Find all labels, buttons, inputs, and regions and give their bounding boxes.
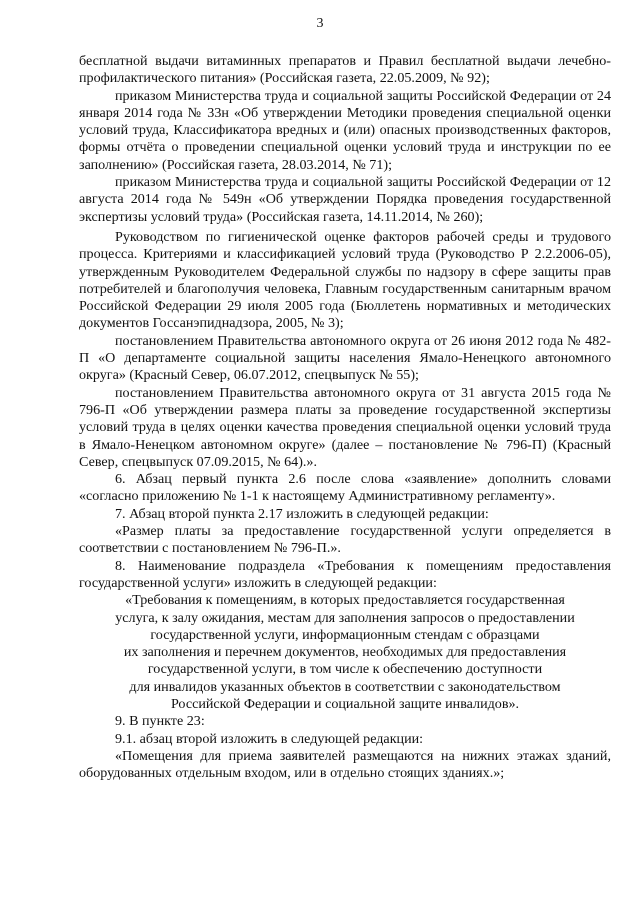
paragraph: приказом Министерства труда и социальной защиты Российской Федерации от 24 января 2014 года № 33н «Об утверждении Методики проведения специальной оценки условий труда, Классификатора вредных и (или) опасных производственных факторов, формы отчёта о проведении специальной оценки условий труда и инструкции по ее заполнению» (Российская газета, 28.03.2014, № 71); — [79, 87, 611, 173]
paragraph: 8. Наименование подраздела «Требования к помещениям предоставления государственной услуги» изложить в следующей редакции: — [79, 557, 611, 591]
paragraph: Руководством по гигиенической оценке факторов рабочей среды и трудового процесса. Критериями и классификацией условий труда (Руководство Р 2.2.2006-05), утвержденным Руководителем Федеральной службы по надзору в сфере защиты прав потребителей и благополучия человека, Главным государственным санитарным врачом Российской Федерации 29 июля 2005 года (Бюллетень нормативных и методических документов Госсанэпиднадзора, 2005, № 3); — [79, 228, 611, 332]
centered-line: их заполнения и перечнем документов, необходимых для предоставления — [123, 644, 567, 661]
centered-line: государственной услуги, информационным стендам с образцами — [150, 626, 540, 643]
paragraph: 7. Абзац второй пункта 2.17 изложить в следующей редакции: — [115, 505, 489, 522]
document-body — [79, 53, 611, 782]
paragraph: «Помещения для приема заявителей размещаются на нижних этажах зданий, оборудованных отдельным входом, или в отдельно стоящих зданиях.»; — [79, 747, 611, 782]
paragraph: «Размер платы за предоставление государственной услуги определяется в соответствии с постановлением № 796-П.». — [79, 523, 611, 557]
subsection-title-block — [79, 592, 611, 713]
paragraph: 9.1. абзац второй изложить в следующей редакции: — [115, 730, 424, 747]
centered-line: для инвалидов указанных объектов в соответствии с законодательством — [129, 678, 561, 695]
paragraph: приказом Министерства труда и социальной защиты Российской Федерации от 12 августа 2014 года № 549н «Об утверждении Порядка проведения государственной экспертизы условий труда» (Российская газета, 14.11.2014, № 260); — [79, 174, 611, 225]
paragraph: постановлением Правительства автономного округа от 31 августа 2015 года № 796-П «Об утверждении размера платы за проведение государственной экспертизы условий труда в целях оценки качества проведения специальной оценки условий труда в Ямало-Ненецком автономном округе» (далее – постановление № 796-П) (Красный Север, спецвыпуск 07.09.2015, № 64).». — [79, 384, 611, 470]
centered-line: «Требования к помещениям, в которых предоставляется государственная — [125, 592, 565, 609]
paragraph: бесплатной выдачи витаминных препаратов и Правил бесплатной выдачи лечебно-профилактического питания» (Российская газета, 22.05.2009, № 92); — [79, 53, 611, 87]
paragraph: 6. Абзац первый пункта 2.6 после слова «заявление» дополнить словами «согласно приложению № 1-1 к настоящему Административному регламенту». — [79, 471, 611, 505]
centered-line: услуга, к залу ожидания, местам для заполнения запросов о предоставлении — [115, 609, 575, 626]
paragraph: постановлением Правительства автономного округа от 26 июня 2012 года № 482-П «О департаменте социальной защиты населения Ямало-Ненецкого автономного округа» (Красный Север, 06.07.2012, спецвыпуск № 55); — [79, 332, 611, 384]
centered-line: Российской Федерации и социальной защите инвалидов». — [170, 695, 520, 712]
paragraph: 9. В пункте 23: — [115, 713, 205, 730]
page-number: 3 — [316, 16, 324, 31]
centered-line: государственной услуги, в том числе к обеспечению доступности — [147, 661, 543, 678]
